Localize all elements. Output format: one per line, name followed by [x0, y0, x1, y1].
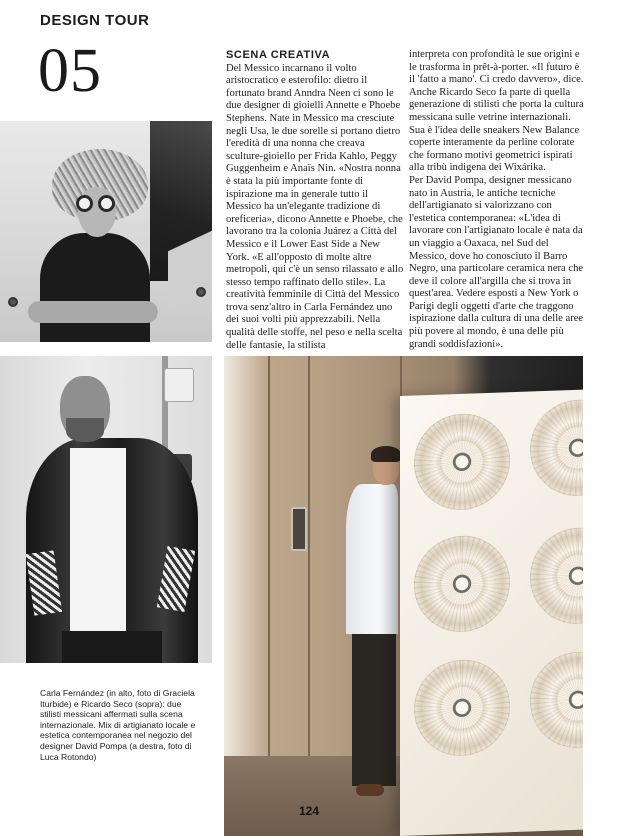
- photo-ricardo-seco: [0, 356, 212, 663]
- page-number: 124: [299, 804, 320, 818]
- wall-hole: [8, 297, 18, 307]
- article-heading: SCENA CREATIVA: [226, 49, 331, 61]
- article-number: 05: [38, 37, 102, 105]
- photo-carla-fernandez: [0, 121, 212, 342]
- figure-shirt: [346, 484, 398, 634]
- article-column-1: [226, 49, 404, 352]
- wall-lamp: [414, 412, 510, 511]
- figure-body: [40, 233, 150, 342]
- wall-lamp: [414, 534, 510, 633]
- wall-box: [164, 368, 194, 402]
- article-column-2: [409, 49, 587, 351]
- photo-caption: Carla Fernández (in alto, foto di Graciela Iturbide) e Ricardo Seco (sopra): due stilisti messicani affermati sulla scena internazionale. Mix di artigianato locale e estetica contemporanea nel negozio del designer David Pompa (a destra, foto di Luca Rotondo): [40, 688, 196, 762]
- sunglasses-lens: [98, 195, 115, 212]
- sunglasses-lens: [76, 195, 93, 212]
- figure-arms: [28, 301, 158, 323]
- lamp-panel: [400, 390, 583, 836]
- article-paragraph: Per David Pompa, designer messicano nato in Austria, le antiche tecniche dell'artigianato si valorizzano con l'estetica contemporanea: «L'idea di lavorare con l'artigianato locale è nata da un viaggio a Oaxaca, nel Sud del Messico, dove ho conosciuto il Barro Negro, una particolare ceramica nera che deve il colore all'argilla che si trova in quest'area. Vedere esposti a New York o Parigi degli oggetti d'arte che traggono ispirazione dalla cultura di una delle aree più povere al mondo, è una delle più grandi soddisfazioni».: [409, 174, 584, 350]
- wall-lamp: [530, 398, 583, 497]
- photo-david-pompa-shop: [224, 356, 583, 836]
- figure-shoe: [356, 784, 384, 796]
- article-paragraph: Anche Ricardo Seco fa parte di quella generazione di stilisti che porta la cultura messicana sulle vetrine internazionali. Sua è l'idea delle sneakers New Balance coperte interamente da perline colorate che formano motivi geometrici ispirati alla tribù indigena dei Wixárika.: [409, 86, 584, 174]
- article-paragraph: interpreta con profondità le sue origini e le trasforma in prêt-à-porter. «Il futuro è il 'fatto a mano'. Ci credo davvero», dice.: [409, 49, 584, 86]
- wall-lamp: [414, 658, 510, 757]
- wall-lamp: [530, 526, 583, 625]
- door-lock: [291, 507, 307, 551]
- figure-pants: [352, 626, 396, 786]
- wall-hole: [196, 287, 206, 297]
- wall-lamp: [530, 650, 583, 749]
- figure-beard: [66, 418, 104, 442]
- figure-pants: [62, 631, 162, 663]
- article-paragraph: Del Messico incarnano il volto aristocratico e esterofilo: dietro il fortunato brand Anndra Neen ci sono le due designer di gioielli Annette e Phoebe Stephens. Nate in Messico ma cresciute negli Usa, le due sorelle si portano dietro l'eredità di una nonna che creava sculture-gioiello per Frida Kahlo, Peggy Guggenheim e Anaïs Nin. «Nostra nonna è stata la più importante fonte di ispirazione ma in generale tutto il Messico ha un'elegante tradizione di oreficeria», dicono Annette e Phoebe, che lavorano tra la colonia Juárez a Città del Messico e il Lower East Side a New York. «E all'opposto di molte altre metropoli, qui c'è un senso rilassato e allo stesso tempo raffinato dello stile». La creatività femminile di Città del Messico trova senz'altro in Carla Fernández uno dei suoi volti più apprezzabili. Nella qualità delle stoffe, nel peso e nella scelta delle fantasie, la stilista: [226, 62, 404, 351]
- figure-hair: [371, 446, 401, 462]
- section-label: DESIGN TOUR: [40, 12, 150, 29]
